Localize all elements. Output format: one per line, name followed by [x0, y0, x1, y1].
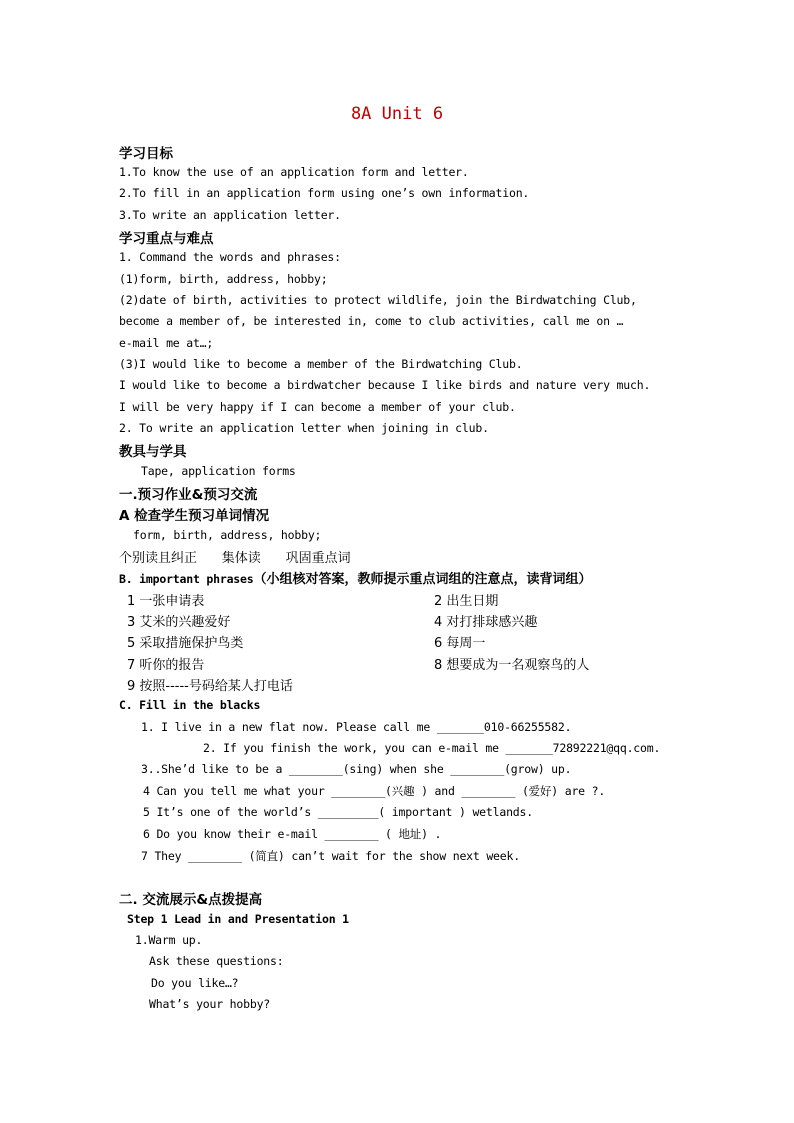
fill-blank-item: 4 Can you tell me what your ________(兴趣 ) and ________ (爱好) are ?.: [143, 784, 606, 798]
phrase-number: 7: [127, 658, 136, 673]
phrase-text: 艾米的兴趣爱好: [139, 615, 231, 630]
key-point-line: become a member of, be interested in, come to club activities, call me on …: [119, 314, 624, 328]
phrase-item: [127, 611, 230, 630]
part-b-heading: [119, 568, 592, 588]
fill-blank-item: 7 They ________ (简直) can’t wait for the show next week.: [141, 849, 520, 863]
phrase-item: [127, 632, 243, 651]
phrase-number: 4: [434, 615, 443, 630]
part-b-heading-en: B. important phrases: [119, 572, 254, 586]
phrase-item: [127, 654, 204, 673]
step1-line: Ask these questions:: [149, 954, 284, 968]
key-point-line: e-mail me at…;: [119, 336, 214, 350]
objective-item: 1.To know the use of an application form and letter.: [119, 165, 469, 179]
phrase-number: 2: [434, 594, 443, 609]
phrase-text: 对打排球感兴趣: [446, 615, 538, 630]
step1-heading: Step 1 Lead in and Presentation 1: [127, 912, 349, 926]
phrase-item: [434, 590, 498, 609]
phrase-item: [434, 654, 589, 673]
objective-item: 3.To write an application letter.: [119, 208, 341, 222]
step1-line: What’s your hobby?: [149, 997, 271, 1011]
key-point-line: (3)I would like to become a member of the Birdwatching Club.: [119, 357, 523, 371]
objectives-heading: 学习目标: [119, 146, 173, 162]
part-a-heading: A 检查学生预习单词情况: [119, 508, 270, 524]
key-point-line: I will be very happy if I can become a member of your club.: [119, 400, 516, 414]
fill-blank-item: 2. If you finish the work, you can e-mail me _______72892221@qq.com.: [203, 741, 661, 755]
phrase-number: 9: [127, 679, 136, 694]
phrase-item: [127, 590, 204, 609]
phrase-text: 采取措施保护鸟类: [139, 636, 244, 651]
part-a-methods: 个别读且纠正 集体读 巩固重点词: [119, 551, 351, 566]
part-c-heading: C. Fill in the blacks: [119, 698, 261, 712]
key-point-line: 2. To write an application letter when joining in club.: [119, 421, 489, 435]
section2-heading: 二. 交流展示&点拨提高: [119, 892, 263, 908]
part-a-words: form, birth, address, hobby;: [133, 528, 322, 542]
tools-text: Tape, application forms: [141, 464, 296, 478]
fill-blank-item: 1. I live in a new flat now. Please call me _______010-66255582.: [141, 720, 572, 734]
fill-blank-item: 3..She’d like to be a ________(sing) when she ________(grow) up.: [141, 762, 572, 776]
phrase-text: 出生日期: [446, 594, 499, 609]
page-title: 8A Unit 6: [350, 104, 444, 124]
phrase-text: 按照-----号码给某人打电话: [139, 679, 293, 694]
fill-blank-item: 6 Do you know their e-mail ________ ( 地址) .: [143, 827, 442, 841]
phrase-item: [434, 611, 537, 630]
fill-blank-item: 5 It’s one of the world’s _________( important ) wetlands.: [143, 805, 533, 819]
phrase-text: 听你的报告: [139, 658, 205, 673]
key-point-line: I would like to become a birdwatcher because I like birds and nature very much.: [119, 378, 651, 392]
part-b-heading-cn: （小组核对答案，教师提示重点词组的注意点，读背词组）: [253, 572, 592, 587]
phrase-number: 6: [434, 636, 443, 651]
phrase-number: 3: [127, 615, 136, 630]
phrase-number: 8: [434, 658, 443, 673]
key-points-heading: 学习重点与难点: [119, 231, 214, 247]
key-point-line: 1. Command the words and phrases:: [119, 250, 341, 264]
phrase-number: 1: [127, 594, 136, 609]
phrase-text: 每周一: [446, 636, 486, 651]
step1-line: 1.Warm up.: [135, 933, 203, 947]
key-point-line: (2)date of birth, activities to protect wildlife, join the Birdwatching Club,: [119, 293, 637, 307]
step1-line: Do you like…?: [151, 976, 239, 990]
phrase-item: [434, 632, 485, 651]
phrase-text: 想要成为一名观察鸟的人: [446, 658, 590, 673]
objective-item: 2.To fill in an application form using one’s own information.: [119, 186, 530, 200]
tools-heading: 教具与学具: [119, 444, 187, 460]
key-point-line: (1)form, birth, address, hobby;: [119, 272, 328, 286]
phrase-item: [127, 675, 293, 694]
phrase-text: 一张申请表: [139, 594, 205, 609]
phrase-number: 5: [127, 636, 136, 651]
section1-heading: 一.预习作业&预习交流: [119, 487, 258, 503]
